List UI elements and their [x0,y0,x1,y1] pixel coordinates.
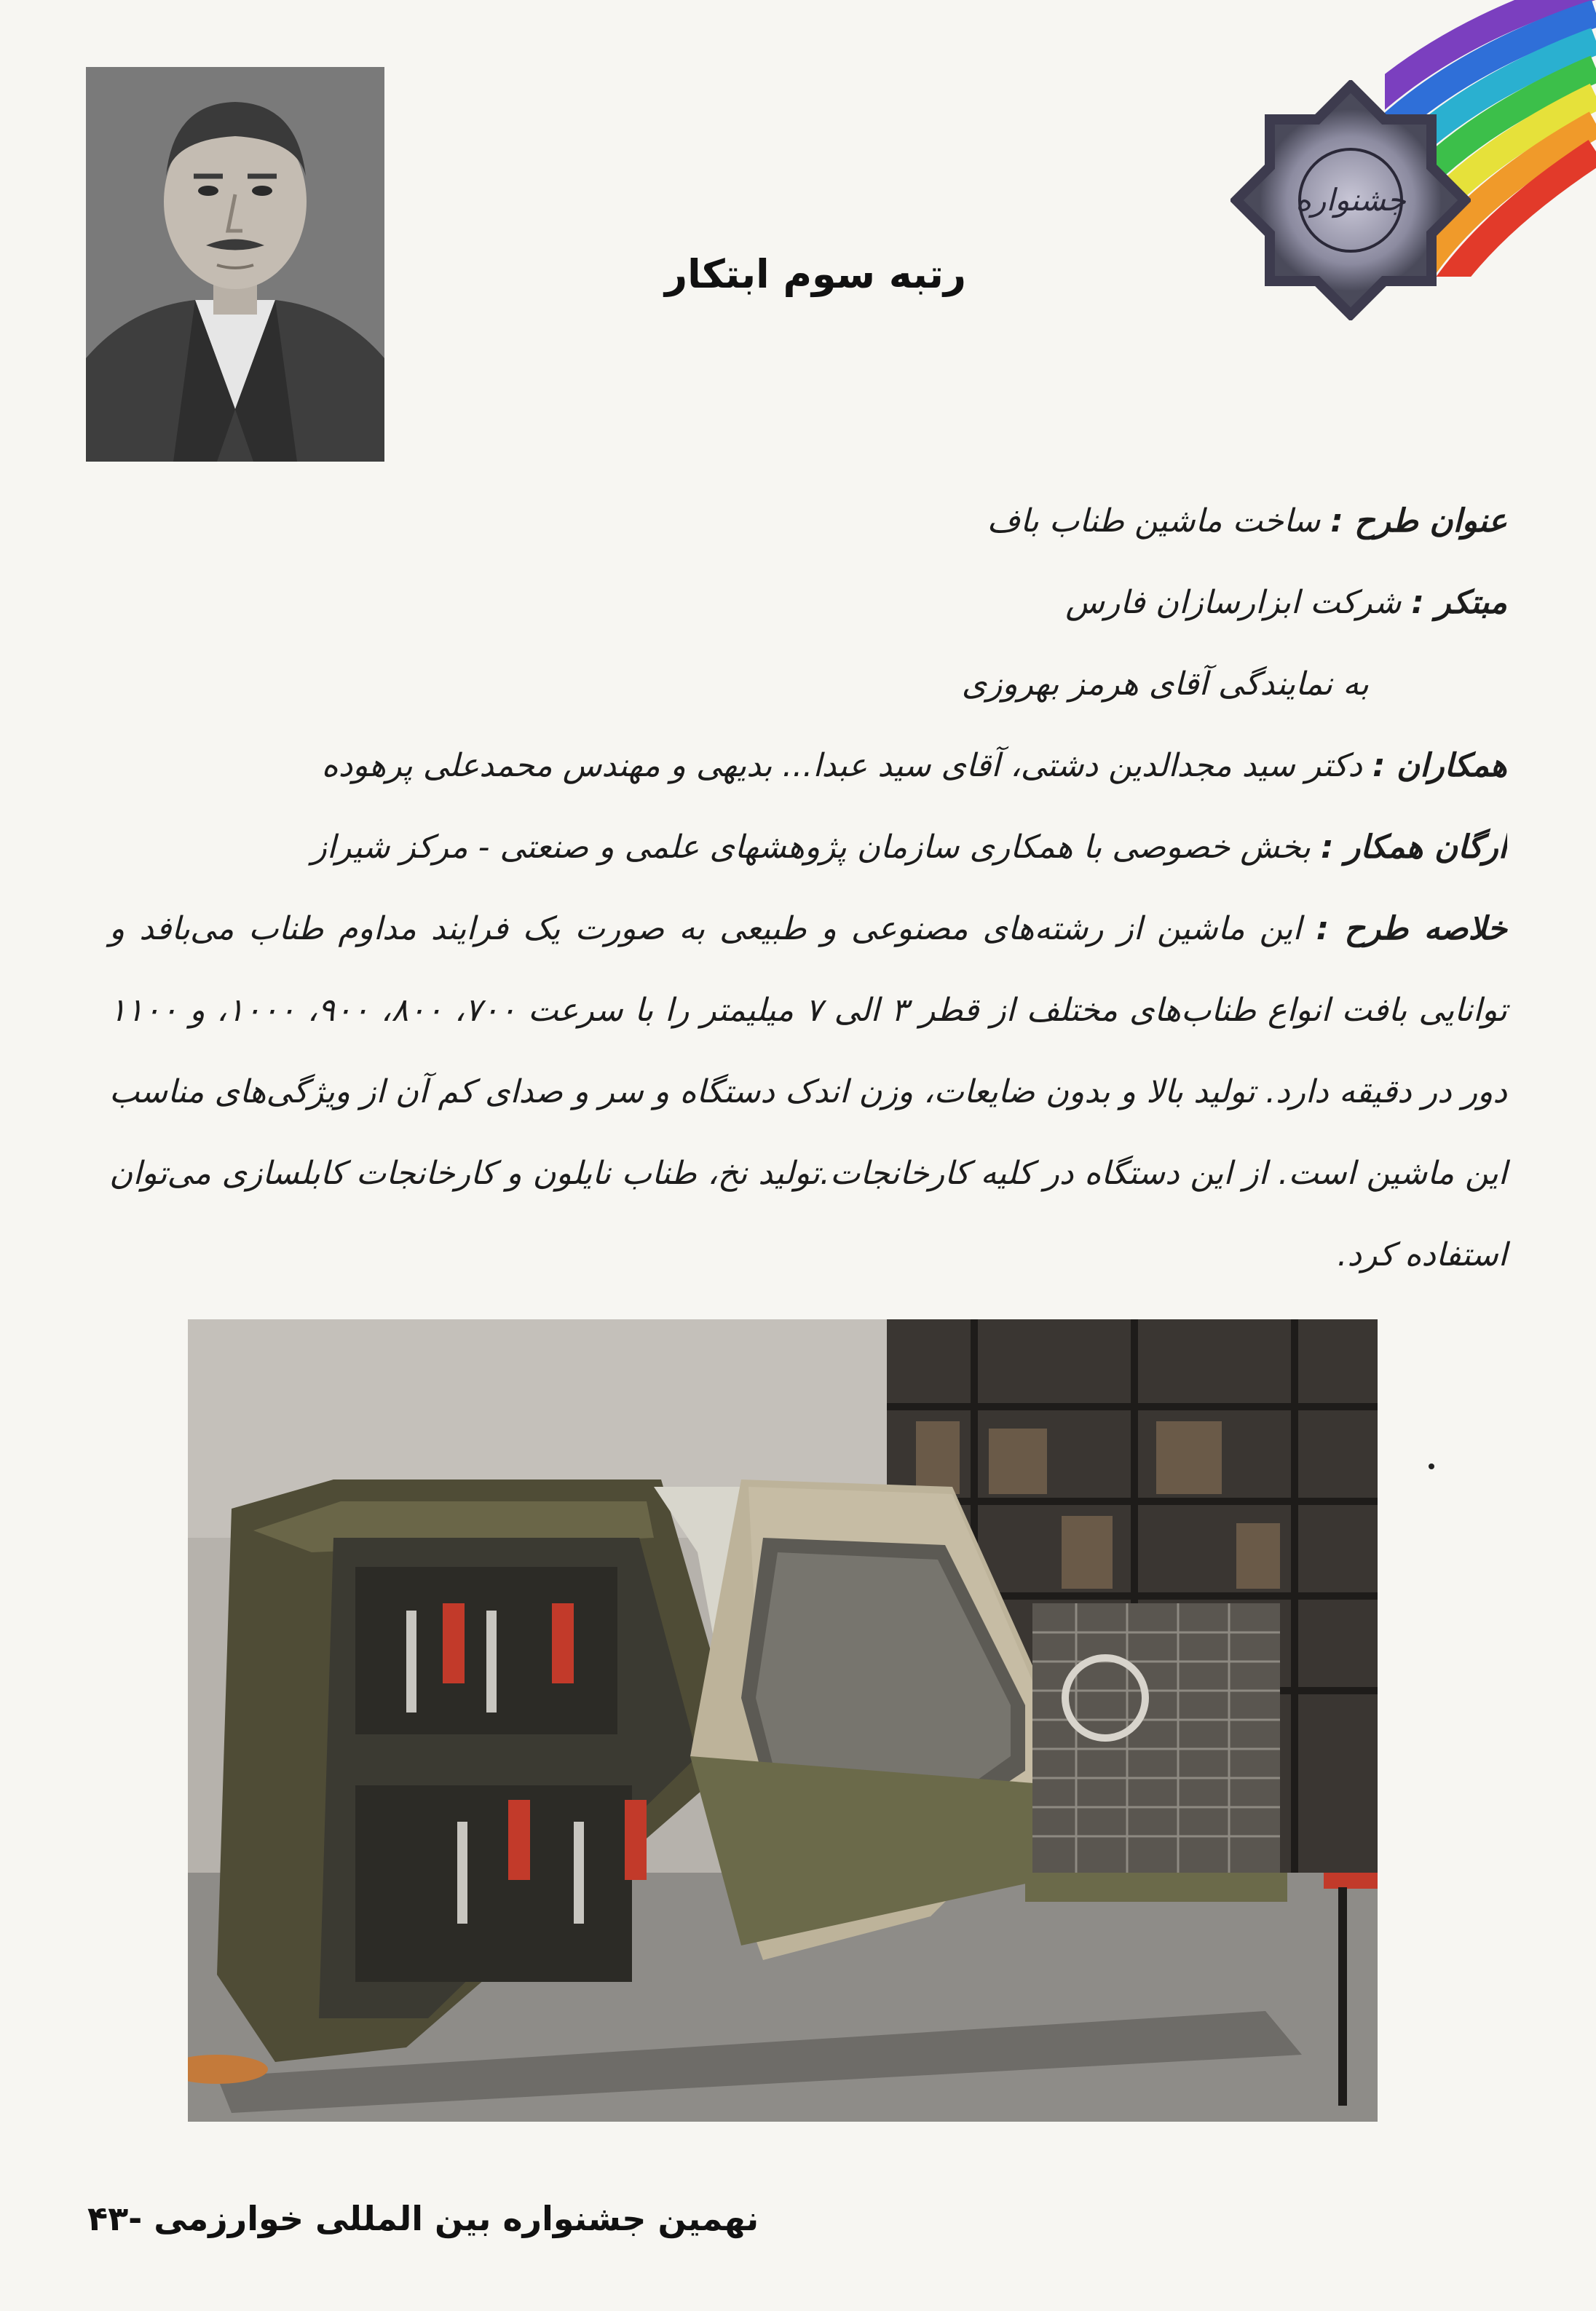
collaborators-row [109,725,1507,807]
organization-label: ارگان همکار : [1321,829,1507,866]
machine-photo [188,1319,1378,2122]
page-footer: نهمین جشنواره بین المللی خوارزمی -۴۳ [87,2199,759,2238]
inventor-label: مبتکر : [1411,584,1507,621]
margin-dot [1429,1463,1434,1469]
inventor-row [109,562,1507,644]
representative-value: به نمایندگی آقای هرمز بهروزی [961,665,1369,703]
summary-label: خلاصه طرح : [1316,910,1507,947]
summary-value: این ماشین از رشته‌های مصنوعی و طبیعی به صورت یک فرایند مداوم طناب می‌بافد و توانایی بافت انواع طناب‌های مختلف از قطر ۳ الی ۷ میلیمتر را با سرعت ۷۰۰، ۸۰۰، ۹۰۰، ۱۰۰۰، و ۱۱۰۰ دور در دقیقه دارد. تولید بالا و بدون ضایعات، وزن اندک دستگاه و سر و صدای کم آن از ویژگی‌های مناسب این ماشین است. از این دستگاه در کلیه کارخانجات.تولید نخ، طناب نایلون و کارخانجات کابلسازی می‌توان استفاده کرد. [109,910,1508,1273]
inventor-portrait [86,67,384,462]
inventor-value: شرکت ابزارسازان فارس [1065,584,1402,621]
representative-row [109,644,1507,725]
summary-paragraph [109,888,1507,1296]
festival-emblem [1230,80,1471,320]
collaborators-label: همکاران : [1372,747,1507,784]
organization-value: بخش خصوصی با همکاری سازمان پژوهشهای علمی و صنعتی - مرکز شیراز [311,829,1311,866]
collaborators-value: دکتر سید مجدالدین دشتی، آقای سید عبدا... بدیهی و مهندس محمدعلی پرهوده [321,747,1362,784]
rank-title: رتبه سوم ابتکار [665,251,966,297]
title-value: ساخت ماشین طناب باف [987,502,1321,540]
title-label: عنوان طرح : [1330,502,1507,540]
organization-row [109,807,1507,888]
project-details [109,481,1507,1296]
title-row [109,481,1507,562]
emblem-text: جشنواره [1295,182,1406,218]
